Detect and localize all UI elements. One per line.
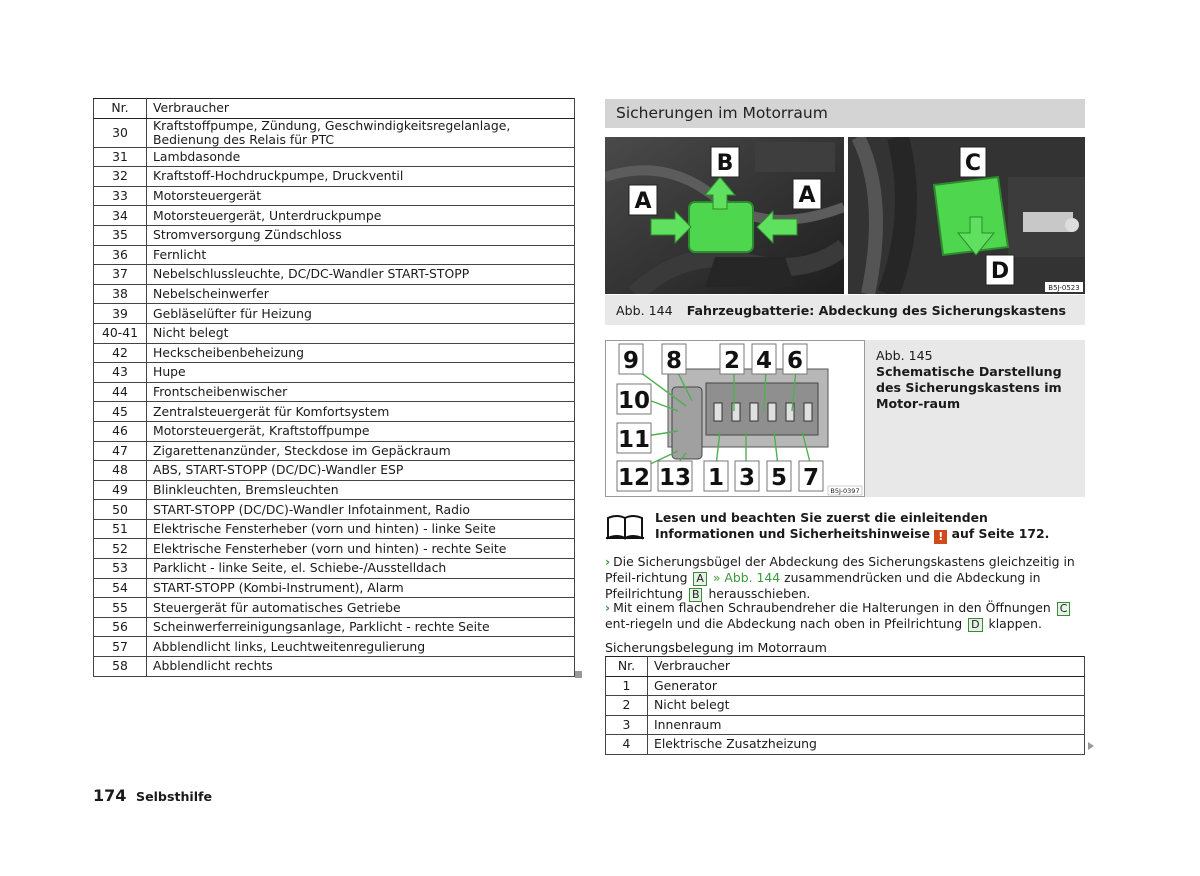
fuse-number: 50 [94, 500, 147, 520]
fuse-number: 31 [94, 147, 147, 167]
table-row [94, 402, 575, 422]
fuse-number: 43 [94, 363, 147, 383]
table-row [94, 382, 575, 402]
table-row [94, 147, 575, 167]
fuse-consumer: Kraftstoffpumpe, Zündung, Geschwindigkeitsregelanlage, Bedienung des Relais für PTC [147, 118, 575, 147]
fusebox-diagram [605, 340, 865, 497]
label-b: B [716, 151, 734, 176]
table-row [94, 637, 575, 657]
caption-text: Fahrzeugbatterie: Abdeckung des Sicherungskastens [686, 303, 1066, 318]
fuse-table-right [605, 656, 1085, 755]
table-row [94, 500, 575, 520]
fuse-consumer: START-STOPP (Kombi-Instrument), Alarm [147, 578, 575, 598]
fuse-consumer: Nicht belegt [147, 323, 575, 343]
fuse-number: 51 [94, 519, 147, 539]
table-row [94, 284, 575, 304]
fuse-num-10: 10 [617, 388, 651, 414]
fuse-num-2: 2 [723, 348, 741, 374]
fuse-consumer: START-STOPP (DC/DC)-Wandler Infotainment, Radio [147, 500, 575, 520]
warning-icon: ! [934, 530, 947, 544]
fuse-number: 32 [94, 167, 147, 187]
table-row [94, 539, 575, 559]
table-body [94, 118, 575, 676]
figure-code-144: B5J-0523 [1048, 284, 1080, 292]
table-row [606, 696, 1085, 716]
bullet-arrow-icon: › [605, 554, 611, 569]
fuse-number: 39 [94, 304, 147, 324]
instruction-1: › Die Sicherungsbügel der Abdeckung des Sicherungskastens gleichzeitig in Pfeil-richtung A » Abb. 144 zusammendrücken und die Abdeckung in Pfeilrichtung B herausschieben. [605, 554, 1075, 601]
fuse-num-8: 8 [665, 348, 683, 374]
fuse-num-11: 11 [617, 427, 651, 453]
fuse-number: 48 [94, 461, 147, 481]
fuse-consumer: Scheinwerferreinigungsanlage, Parklicht - rechte Seite [147, 617, 575, 637]
fuse-consumer: Gebläselüfter für Heizung [147, 304, 575, 324]
fuse-consumer: Stromversorgung Zündschloss [147, 225, 575, 245]
table-header-row [94, 99, 575, 119]
fuse-consumer: Heckscheibenbeheizung [147, 343, 575, 363]
col-header-nr: Nr. [606, 657, 648, 677]
fuse-consumer: Nicht belegt [648, 696, 1085, 716]
fuse-num-3: 3 [738, 465, 756, 491]
fuse-consumer: Steuergerät für automatisches Getriebe [147, 598, 575, 618]
key-c: C [1057, 602, 1071, 616]
fuse-number: 2 [606, 696, 648, 716]
fuse-number: 42 [94, 343, 147, 363]
fuse-number: 35 [94, 225, 147, 245]
fuse-num-12: 12 [617, 465, 651, 491]
table-row [606, 676, 1085, 696]
fuse-number: 54 [94, 578, 147, 598]
figure-link[interactable]: » Abb. 144 [712, 570, 781, 585]
section-end-mark [575, 671, 582, 678]
fuse-consumer: Abblendlicht rechts [147, 657, 575, 677]
continue-arrow-icon [1088, 742, 1094, 750]
table-row [94, 245, 575, 265]
section-title: Sicherungen im Motorraum [605, 99, 1085, 128]
footer-section: Selbsthilfe [136, 789, 213, 804]
fuse-consumer: Elektrische Fensterheber (vorn und hinten) - rechte Seite [147, 539, 575, 559]
table-row [94, 363, 575, 383]
fuse-num-6: 6 [786, 348, 804, 374]
key-d: D [968, 618, 982, 632]
fuse-consumer: Elektrische Zusatzheizung [648, 735, 1085, 755]
col-header-verbraucher: Verbraucher [648, 657, 1085, 677]
fuse-num-4: 4 [755, 348, 773, 374]
fuse-number: 1 [606, 676, 648, 696]
caption-number: Abb. 145 [876, 348, 933, 363]
table-row [94, 206, 575, 226]
fuse-consumer: ABS, START-STOPP (DC/DC)-Wandler ESP [147, 461, 575, 481]
fuse-consumer: Generator [648, 676, 1085, 696]
fuse-number: 40-41 [94, 323, 147, 343]
table-row [94, 461, 575, 481]
fuse-consumer: Motorsteuergerät [147, 186, 575, 206]
fuse-consumer: Motorsteuergerät, Unterdruckpumpe [147, 206, 575, 226]
fuse-table-left [93, 98, 575, 677]
table-row [94, 441, 575, 461]
fuse-number: 46 [94, 421, 147, 441]
fuse-consumer: Lambdasonde [147, 147, 575, 167]
fuse-consumer: Blinkleuchten, Bremsleuchten [147, 480, 575, 500]
figure-caption-144 [605, 295, 1085, 325]
table-row [94, 480, 575, 500]
fuse-number: 38 [94, 284, 147, 304]
fuse-consumer: Nebelschlussleuchte, DC/DC-Wandler START-STOPP [147, 265, 575, 285]
fuse-consumer: Abblendlicht links, Leuchtweitenregulierung [147, 637, 575, 657]
photo-battery-left [605, 137, 844, 294]
fuse-consumer: Hupe [147, 363, 575, 383]
fuse-number: 36 [94, 245, 147, 265]
table-body [606, 676, 1085, 754]
photo-battery-right [848, 137, 1085, 294]
table-row [94, 265, 575, 285]
caption-number: Abb. 144 [616, 303, 673, 318]
figure-caption-145 [876, 348, 1076, 412]
caption-text: Schematische Darstellung des Sicherungskastens im Motor-raum [876, 364, 1062, 411]
table-row [94, 186, 575, 206]
fuse-consumer: Fernlicht [147, 245, 575, 265]
fuse-number: 34 [94, 206, 147, 226]
fuse-consumer: Frontscheibenwischer [147, 382, 575, 402]
fuse-number: 30 [94, 118, 147, 147]
table-row [94, 304, 575, 324]
figure-code-145: B5J-0397 [830, 487, 860, 495]
fuse-number: 53 [94, 559, 147, 579]
label-c: C [964, 151, 982, 176]
table-row [94, 421, 575, 441]
fuse-num-7: 7 [802, 465, 820, 491]
fuse-number: 33 [94, 186, 147, 206]
fuse-number: 58 [94, 657, 147, 677]
col-header-nr: Nr. [94, 99, 147, 119]
key-a: A [693, 572, 707, 586]
table-row [94, 118, 575, 147]
table-row [606, 735, 1085, 755]
label-a-right: A [798, 183, 816, 208]
fuse-consumer: Innenraum [648, 715, 1085, 735]
fuse-consumer: Zigarettenanzünder, Steckdose im Gepäckraum [147, 441, 575, 461]
fuse-number: 52 [94, 539, 147, 559]
table-row [94, 617, 575, 637]
book-icon [605, 512, 645, 540]
fuse-number: 57 [94, 637, 147, 657]
fuse-number: 45 [94, 402, 147, 422]
fuse-num-9: 9 [622, 348, 640, 374]
fuse-number: 44 [94, 382, 147, 402]
right-table-title: Sicherungsbelegung im Motorraum [605, 640, 827, 655]
table-row [94, 559, 575, 579]
notice-page-ref[interactable]: auf Seite 172. [951, 526, 1050, 541]
fuse-consumer: Elektrische Fensterheber (vorn und hinten) - linke Seite [147, 519, 575, 539]
table-row [94, 598, 575, 618]
fuse-num-5: 5 [770, 465, 788, 491]
label-d: D [990, 259, 1010, 284]
fuse-number: 56 [94, 617, 147, 637]
table-row [94, 167, 575, 187]
fuse-consumer: Kraftstoff-Hochdruckpumpe, Druckventil [147, 167, 575, 187]
safety-notice [655, 510, 1085, 544]
table-row [94, 323, 575, 343]
bullet-arrow-icon: › [605, 600, 611, 615]
table-row [94, 578, 575, 598]
table-row [94, 225, 575, 245]
table-row [94, 343, 575, 363]
fuse-number: 47 [94, 441, 147, 461]
fuse-consumer: Nebelscheinwerfer [147, 284, 575, 304]
notice-text: Lesen und beachten Sie zuerst die einleitenden Informationen und Sicherheitshinweise [655, 510, 988, 541]
fuse-consumer: Parklicht - linke Seite, el. Schiebe-/Ausstelldach [147, 559, 575, 579]
fuse-consumer: Zentralsteuergerät für Komfortsystem [147, 402, 575, 422]
table-row [606, 715, 1085, 735]
table-header-row [606, 657, 1085, 677]
instruction-2: › Mit einem flachen Schraubendreher die Halterungen in den Öffnungen C ent-riegeln und die Abdeckung nach oben in Pfeilrichtung D klappen. [605, 600, 1087, 632]
fuse-number: 55 [94, 598, 147, 618]
col-header-verbraucher: Verbraucher [147, 99, 575, 119]
fuse-number: 3 [606, 715, 648, 735]
label-a-left: A [634, 189, 652, 214]
fuse-num-1: 1 [707, 465, 725, 491]
table-row [94, 519, 575, 539]
page-number: 174 [93, 786, 127, 805]
key-b: B [689, 588, 703, 602]
fuse-num-13: 13 [658, 465, 692, 491]
fuse-number: 49 [94, 480, 147, 500]
fuse-number: 37 [94, 265, 147, 285]
fuse-consumer: Motorsteuergerät, Kraftstoffpumpe [147, 421, 575, 441]
fuse-number: 4 [606, 735, 648, 755]
table-row [94, 657, 575, 677]
